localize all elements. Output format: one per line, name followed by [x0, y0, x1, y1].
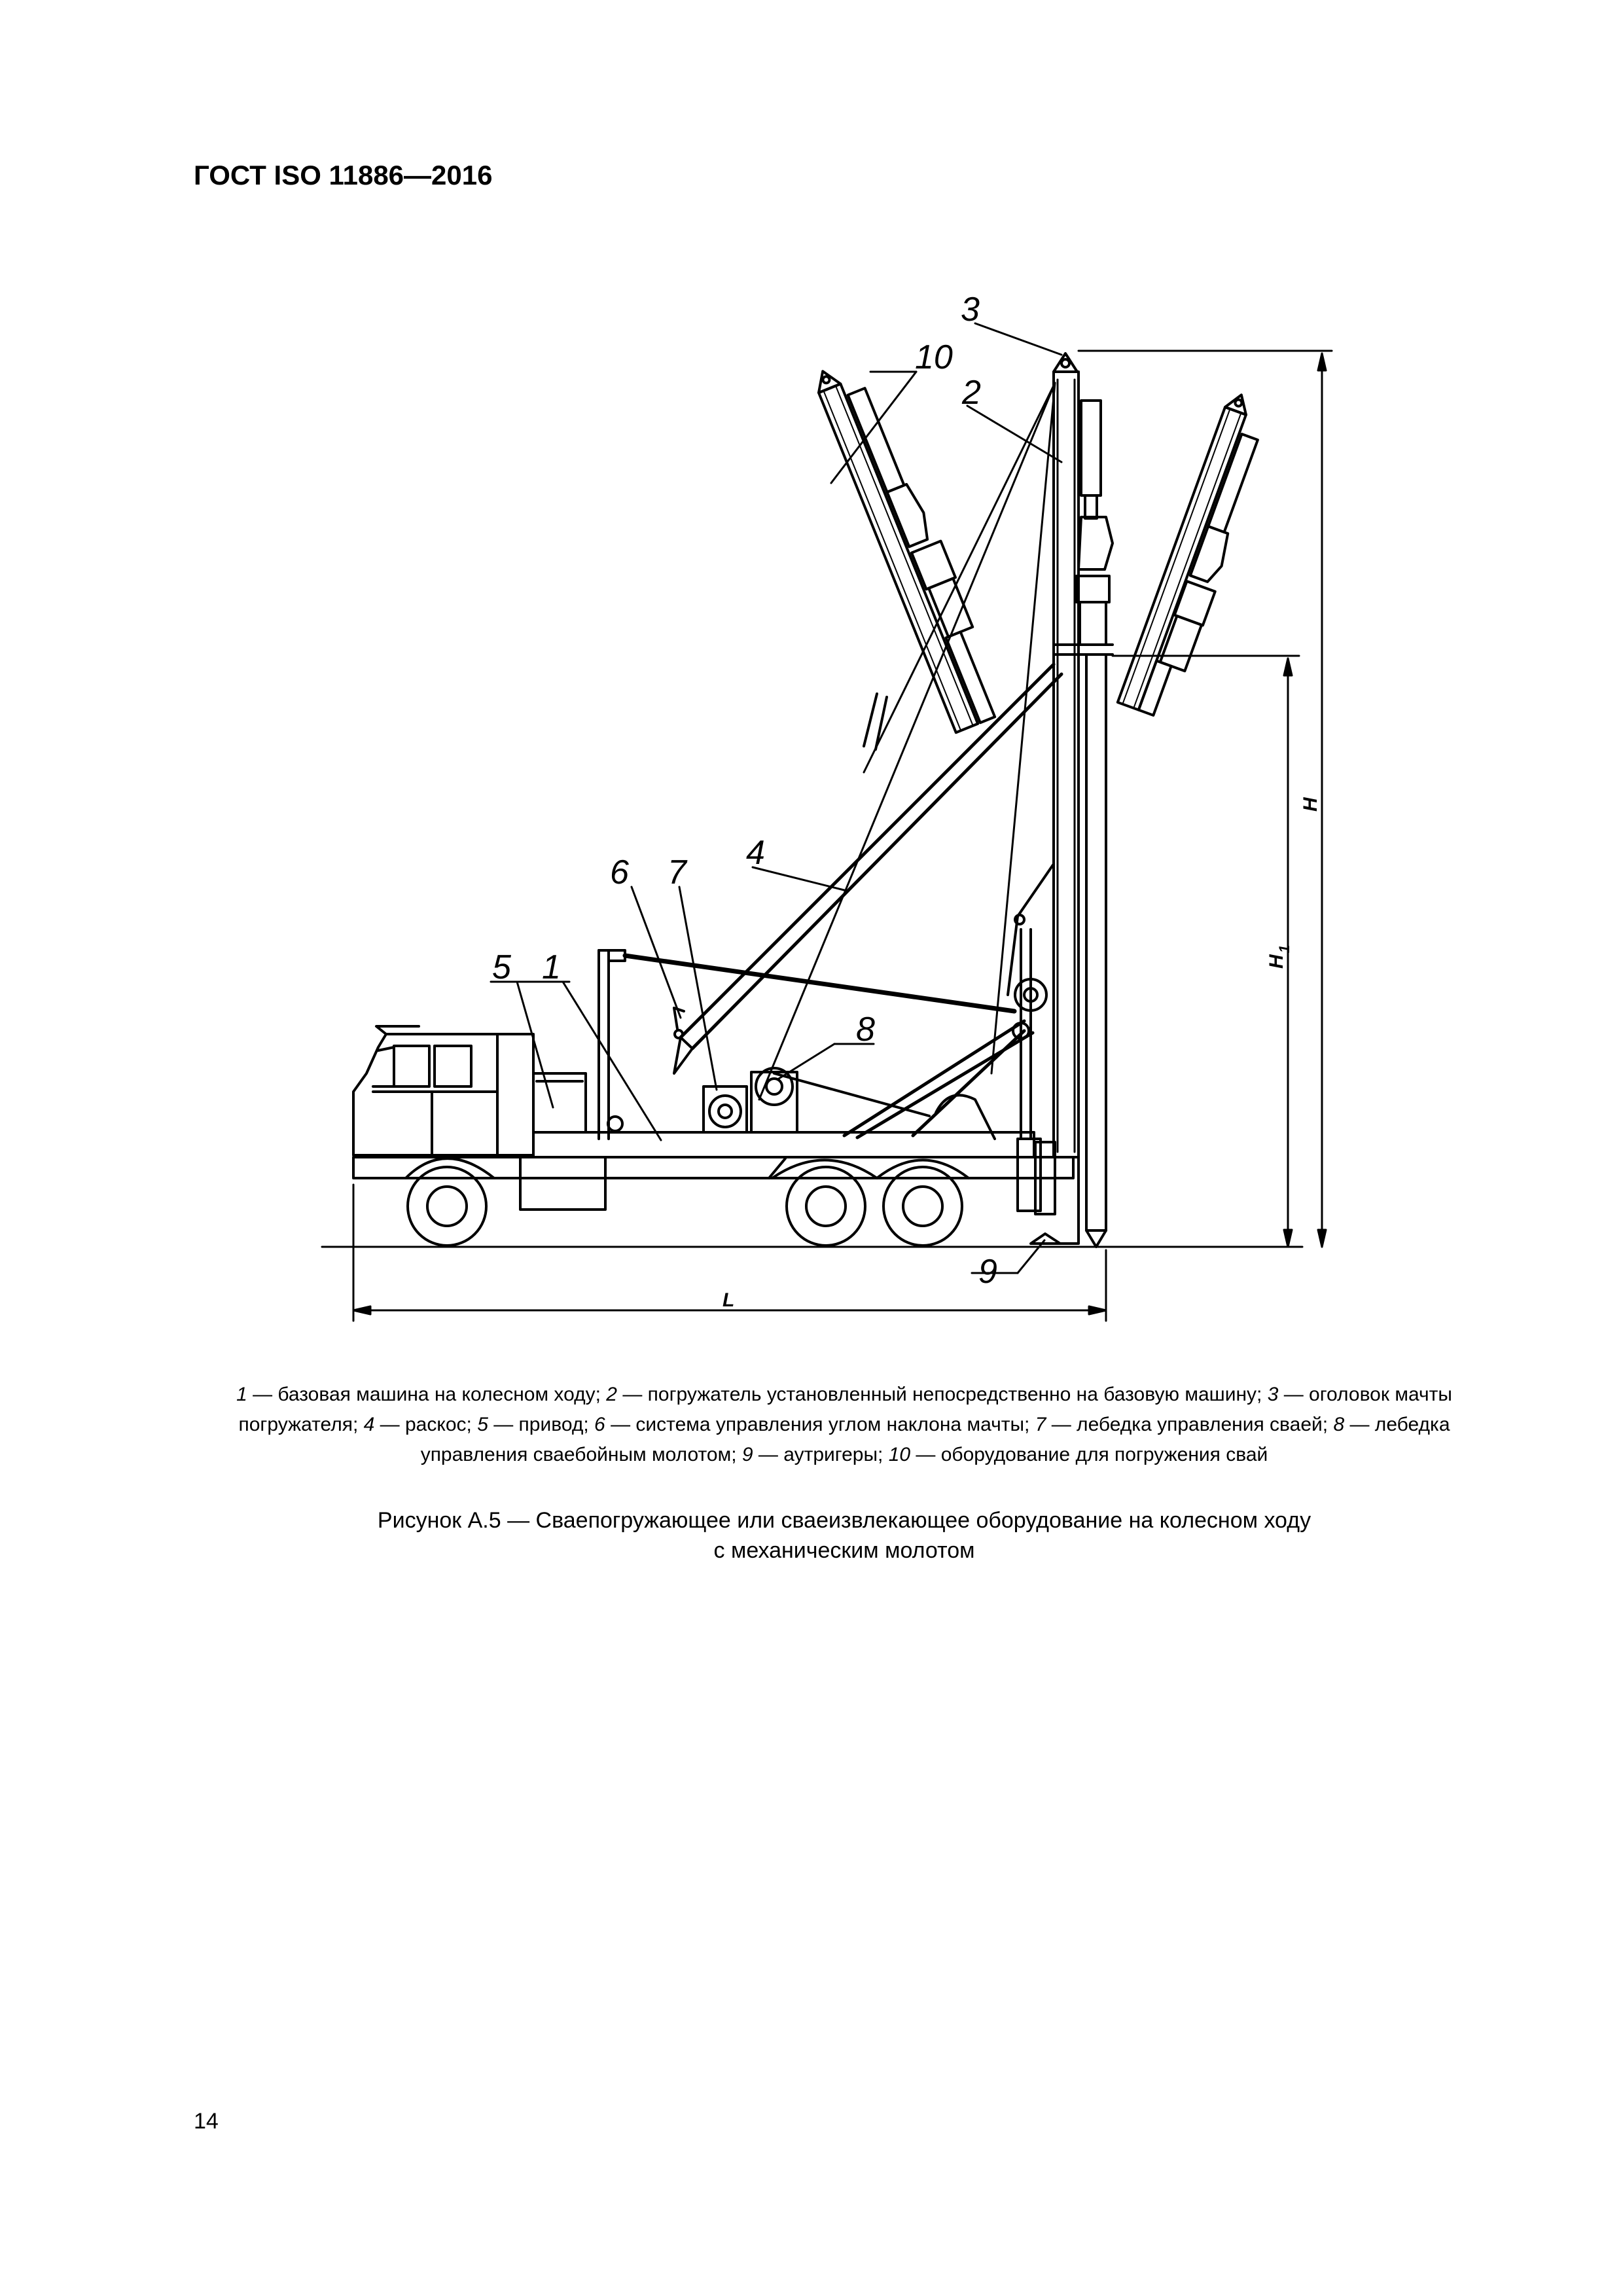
svg-text:1: 1 — [1276, 944, 1293, 953]
callout-10: 10 — [915, 338, 953, 376]
right-inclined-mast — [1118, 391, 1281, 721]
callout-5: 5 — [492, 948, 511, 986]
caption-line-1: Рисунок А.5 — Сваепогружающее или сваеизвлекающее оборудование на колесном ходу — [377, 1508, 1311, 1533]
figure-caption — [196, 1505, 1492, 1566]
legend-text-10: — оборудование для погружения свай — [910, 1444, 1268, 1465]
callout-7: 7 — [668, 853, 687, 891]
legend-text-1: — базовая машина на колесном ходу; — [247, 1384, 607, 1405]
legend-num-8: 8 — [1333, 1414, 1345, 1435]
callout-9: 9 — [978, 1253, 997, 1291]
legend-text-5: — привод; — [488, 1414, 595, 1435]
callout-3: 3 — [961, 291, 980, 329]
left-stub — [864, 694, 887, 749]
svg-text:H: H — [1266, 954, 1287, 969]
figure-legend — [196, 1380, 1492, 1470]
legend-num-7: 7 — [1035, 1414, 1046, 1435]
callout-2: 2 — [962, 374, 981, 412]
callout-8: 8 — [856, 1011, 875, 1049]
stays — [759, 383, 1055, 1100]
dimension-lines — [353, 351, 1332, 1321]
document-header: ГОСТ ISO 11886—2016 — [194, 160, 493, 190]
callout-6: 6 — [610, 853, 629, 891]
upper-frame — [599, 950, 1014, 1139]
callout-4: 4 — [746, 834, 765, 872]
legend-num-10: 10 — [888, 1444, 911, 1465]
legend-num-1: 1 — [236, 1384, 247, 1405]
pile-winch — [704, 1086, 747, 1132]
legend-text-7: — лебедка управления сваей; — [1046, 1414, 1334, 1435]
callout-1: 1 — [542, 948, 561, 986]
legend-text-4: — раскос; — [374, 1414, 478, 1435]
dim-label-H: H — [1300, 797, 1321, 812]
mast — [1054, 353, 1113, 1247]
legend-num-6: 6 — [594, 1414, 605, 1435]
legend-num-9: 9 — [741, 1444, 753, 1465]
legend-num-4: 4 — [363, 1414, 375, 1435]
legend-text-9: — аутригеры; — [753, 1444, 889, 1465]
caption-line-2: с механическим молотом — [713, 1538, 975, 1563]
legend-text-6: — система управления углом наклона мачты; — [605, 1414, 1035, 1435]
legend-text-8: — лебедка управления сваебойным молотом; — [420, 1414, 1450, 1465]
callout-leaders — [491, 323, 1061, 1273]
mast-ladder — [1058, 380, 1075, 1152]
legend-num-2: 2 — [606, 1384, 617, 1405]
legend-num-5: 5 — [477, 1414, 488, 1435]
legend-text-3: — оголовок мачты погружателя; — [238, 1384, 1452, 1435]
page-number: 14 — [194, 2109, 219, 2134]
legend-text-2: — погружатель установленный непосредственно на базовую машину; — [616, 1384, 1268, 1405]
legend-num-3: 3 — [1267, 1384, 1279, 1405]
dim-label-L: L — [722, 1289, 735, 1311]
